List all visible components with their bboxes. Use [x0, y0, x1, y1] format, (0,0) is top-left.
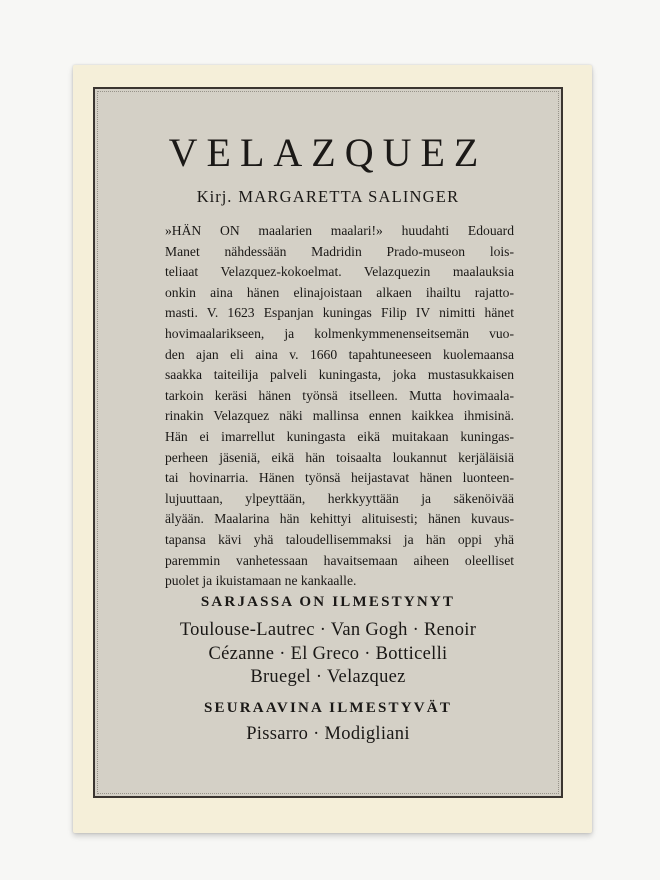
body-line: paremmin vanhetessaan havaitsemaan aiheen oleelliset — [165, 552, 514, 568]
book-title: VELAZQUEZ — [168, 130, 488, 175]
body-line: onkin aina hänen elinajoistaan alkaen ihailtu rajatto- — [165, 284, 514, 300]
series-row: Cézanne · El Greco · Botticelli — [208, 643, 448, 664]
text-panel — [93, 87, 563, 798]
author-prefix: Kirj. — [196, 187, 233, 206]
body-line: älyään. Maalarina hän kehittyi alituisesti; hänen kuvaus- — [165, 511, 514, 527]
series-list — [95, 619, 561, 690]
body-line: perheen jäseniä, eikä hän toisaalta loukannut kerjäläisiä — [165, 449, 514, 465]
series-row: Bruegel · Velazquez — [250, 667, 406, 687]
body-line: teliaat Velazquez-kokoelmat. Velazquezin maalauksia — [165, 264, 514, 280]
body-line: Hän ei imarrellut kuningasta eikä muitakaan kuningas- — [165, 428, 514, 444]
upcoming-heading: SEURAAVINA ILMESTYVÄT — [203, 700, 453, 716]
author-line — [95, 187, 561, 207]
body-line: saakka taiteilija palveli kuningasta, joka mustasukkaisen — [165, 367, 514, 383]
body-line: puolet ja ikuistamaan ne kankaalle. — [165, 573, 357, 589]
author-name: MARGARETTA SALINGER — [238, 187, 460, 206]
series-row: Toulouse-Lautrec · Van Gogh · Renoir — [179, 620, 477, 640]
body-line: rinakin Velazquez näki mallinsa ennen kaikkea ihmisinä. — [165, 408, 514, 424]
body-line: »HÄN ON maalarien maalari!» huudahti Edouard — [165, 223, 514, 238]
body-line: hovimaalarikseen, ja kolmenkymmenenseitsemän vuo- — [165, 325, 514, 341]
body-line: masti. V. 1623 Espanjan kuningas Filip IV nimitti hänet — [165, 305, 514, 321]
body-line: tai hovinarria. Hänen työnsä heijastavat hänen luonteen- — [165, 470, 514, 486]
body-line: den ajan eli aina v. 1660 tapahtuneeseen kuolemaansa — [165, 346, 514, 362]
description-text — [165, 221, 514, 592]
upcoming-list — [95, 723, 561, 747]
body-line: tarkoin keräsi hänen työnsä itselleen. Mutta hovimaala- — [165, 387, 514, 403]
body-line: Manet nähdessään Madridin Prado-museon lois- — [165, 243, 514, 259]
body-line: tapansa kävi yhä taloudellisemmaksi ja hän oppi yhä — [165, 531, 514, 547]
series-heading: SARJASSA ON ILMESTYNYT — [200, 594, 456, 610]
upcoming-row: Pissarro · Modigliani — [246, 724, 410, 744]
body-line: lujuuttaan, ylpeyttään, herkkyyttään ja säkenöivää — [165, 490, 514, 506]
